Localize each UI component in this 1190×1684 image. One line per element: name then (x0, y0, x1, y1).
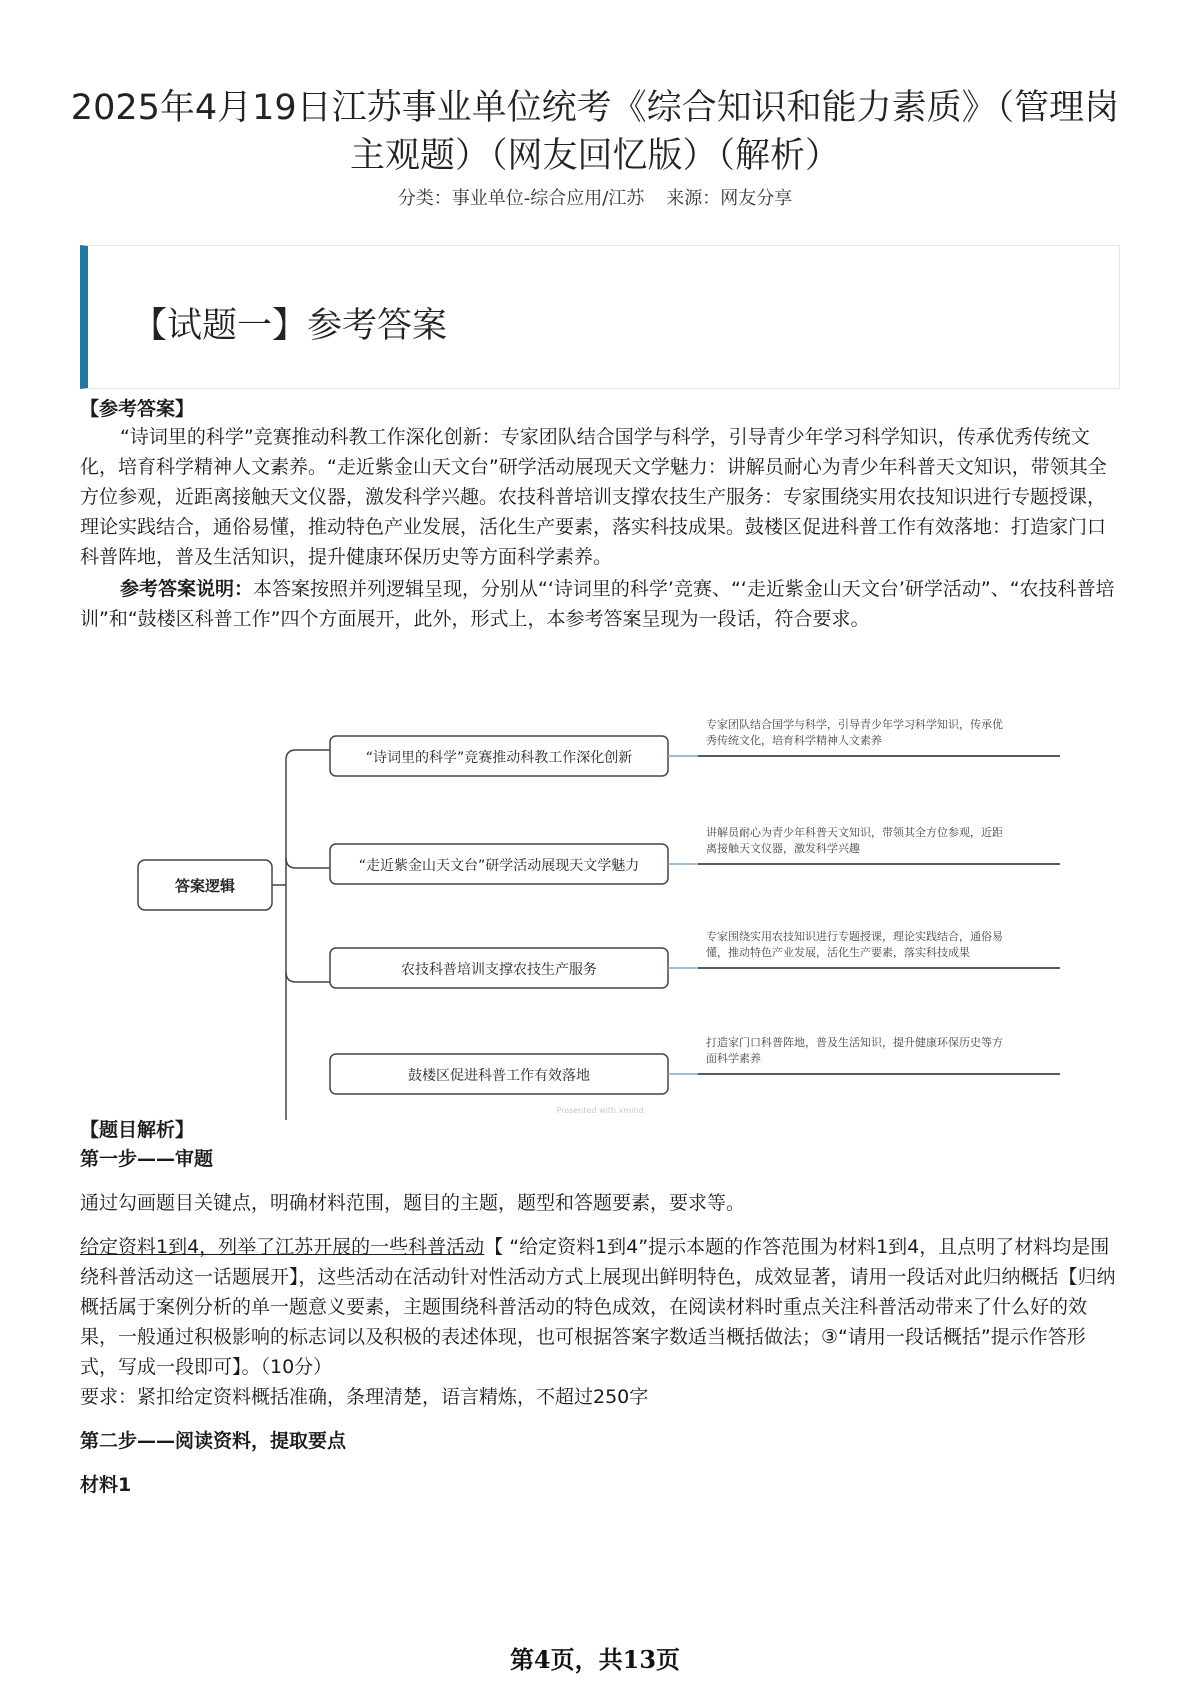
mindmap-note: 专家团队结合国学与科学，引导青少年学习科学知识，传承优 (706, 718, 1003, 731)
mindmap-connector (272, 750, 330, 1120)
document-meta (0, 184, 1190, 210)
mindmap-note: 离接触天文仪器，激发科学兴趣 (706, 842, 860, 855)
mindmap-note: 讲解员耐心为青少年科普天文知识，带领其全方位参观，近距 (706, 826, 1003, 839)
mindmap-connector (286, 858, 330, 982)
mindmap-note: 面科学素养 (706, 1052, 761, 1065)
source-label: 来源：网友分享 (666, 188, 793, 209)
mindmap-watermark: Presented with xmind (556, 1106, 644, 1115)
step2-heading: 第二步——阅读资料，提取要点 (80, 1430, 347, 1452)
mindmap-branch-label: “走近紫金山天文台”研学活动展现天文学魅力 (358, 858, 640, 874)
mindmap-note: 秀传统文化，培育科学精神人文素养 (706, 734, 882, 747)
mindmap-note: 专家围绕实用农技知识进行专题授课，理论实践结合，通俗易 (706, 930, 1003, 943)
question-text (80, 1232, 1120, 1382)
mindmap-diagram (0, 680, 1190, 1120)
mindmap-note-line (698, 756, 1060, 1074)
category-label: 分类：事业单位-综合应用/江苏 (397, 188, 645, 209)
document-title: 2025年4月19日江苏事业单位统考《综合知识和能力素质》（管理岗主观题）（网友回忆版）（解析） (70, 88, 1120, 176)
question-underlined: 给定资料1到4，列举了江苏开展的一些科普活动 (80, 1236, 485, 1258)
answer-note (80, 574, 1120, 634)
mindmap-branch-label: 农技科普培训支撑农技生产服务 (401, 962, 597, 978)
step1-heading: 第一步——审题 (80, 1148, 214, 1170)
analysis-label: 【题目解析】 (80, 1119, 195, 1141)
section-header-box (80, 245, 1120, 389)
note-label: 参考答案说明： (120, 578, 254, 600)
requirement-text: 要求：紧扣给定资料概括准确，条理清楚，语言精炼，不超过250字 (80, 1386, 649, 1408)
mindmap-note-line (668, 756, 698, 1074)
question-rest: 【 “给定资料1到4”提示本题的作答范围为材料1到4，且点明了材料均是围绕科普活动这一话题展开】，这些活动在活动针对性活动方式上展现出鲜明特色，成效显著，请用一段话对此归纳概括【归纳概括属于案例分析的单一题意义要素，主题围绕科普活动的特色成效，在阅读材料时重点关注科普活动带来了什么好的效果，一般通过积极影响的标志词以及积极的表述体现，也可根据答案字数适当概括做法；③“请用一段话概括”提示作答形式，写成一段即可】。（10分） (80, 1236, 1116, 1378)
page-footer: 第4页，共13页 (509, 1645, 681, 1674)
mindmap-root-label: 答案逻辑 (174, 877, 236, 895)
answer-body: “诗词里的科学”竞赛推动科教工作深化创新：专家团队结合国学与科学，引导青少年学习科学知识，传承优秀传统文化，培育科学精神人文素养。“走近紫金山天文台”研学活动展现天文学魅力：讲解员耐心为青少年科普天文知识，带领其全方位参观，近距离接触天文仪器，激发科学兴趣。农技科普培训支撑农技生产服务：专家围绕实用农技知识进行专题授课，理论实践结合，通俗易懂，推动特色产业发展，活化生产要素，落实科技成果。鼓楼区促进科普工作有效落地：打造家门口科普阵地，普及生活知识，提升健康环保历史等方面科学素养。 (80, 426, 1107, 568)
material-label: 材料1 (80, 1474, 132, 1496)
mindmap-branch-label: “诗词里的科学”竞赛推动科教工作深化创新 (365, 750, 633, 766)
mindmap-note: 懂，推动特色产业发展，活化生产要素，落实科技成果 (706, 946, 970, 959)
step1-text: 通过勾画题目关键点，明确材料范围，题目的主题，题型和答题要素，要求等。 (80, 1192, 746, 1214)
section-heading: 【试题一】参考答案 (132, 306, 448, 346)
mindmap-branch-label: 鼓楼区促进科普工作有效落地 (408, 1068, 590, 1084)
note-body: 本答案按照并列逻辑呈现，分别从“‘诗词里的科学’竞赛、“‘走近紫金山天文台’研学活动”、“农技科普培训”和“鼓楼区科普工作”四个方面展开，此外，形式上，本参考答案呈现为一段话，符合要求。 (80, 578, 1115, 630)
answer-label: 【参考答案】 (80, 398, 195, 420)
mindmap-note: 打造家门口科普阵地，普及生活知识，提升健康环保历史等方 (706, 1036, 1003, 1049)
